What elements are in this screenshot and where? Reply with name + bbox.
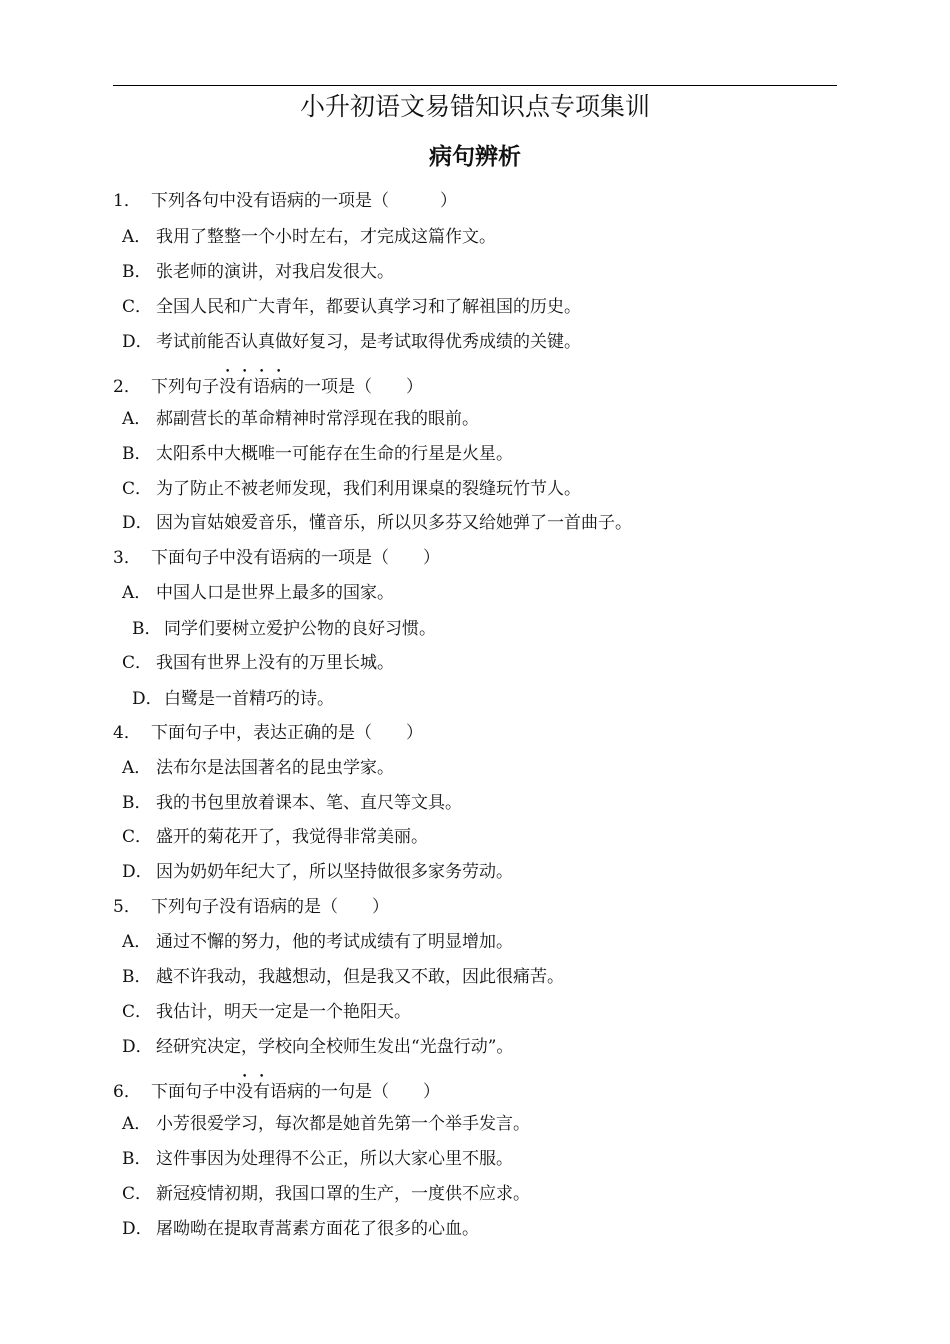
question-1-option-a	[122, 225, 496, 249]
question-2-option-d	[122, 511, 632, 535]
option-label: B．	[122, 262, 152, 282]
option-label: C．	[122, 297, 153, 317]
question-5-option-d	[122, 1035, 513, 1059]
question-3-option-a	[122, 581, 394, 605]
option-text: 盛开的菊花开了，我觉得非常美丽。	[156, 827, 428, 847]
option-label: D．	[122, 513, 153, 533]
option-text: 郝副营长的革命精神时常浮现在我的眼前。	[156, 409, 479, 429]
option-text: 越不许我动，我越想动，但是我又不敢，因此很痛苦。	[156, 967, 564, 987]
question-6-option-d	[122, 1217, 479, 1241]
option-text: 我的书包里放着课本、笔、直尺等文具。	[156, 793, 462, 813]
question-2-stem	[113, 367, 423, 399]
option-text: 我国有世界上没有的万里长城。	[156, 653, 394, 673]
header-rule	[113, 85, 837, 86]
option-label: A．	[122, 409, 152, 429]
question-4-stem	[113, 721, 423, 745]
option-label: D．	[122, 1219, 153, 1239]
option-label: A．	[122, 758, 152, 778]
option-text: 张老师的演讲，对我启发很大。	[156, 262, 394, 282]
option-label: A．	[122, 583, 152, 603]
question-6-option-b	[122, 1147, 513, 1171]
option-label: D．	[122, 332, 153, 352]
option-label: B．	[122, 444, 152, 464]
question-5-option-a	[122, 930, 513, 954]
option-text: 考试前能否认真做好复习，是考试取得优秀成绩的关键。	[156, 332, 581, 352]
question-1-option-c	[122, 295, 581, 319]
question-number: 3．	[113, 548, 141, 568]
question-3-option-c	[122, 651, 394, 675]
question-number: 2．	[113, 377, 141, 397]
emphasis-text: 没有语病	[219, 377, 287, 397]
option-text: 太阳系中大概唯一可能存在生命的行星是火星。	[156, 444, 513, 464]
question-1-stem	[113, 189, 457, 213]
question-4-option-d	[122, 860, 513, 884]
page-title: 小升初语文易错知识点专项集训	[299, 92, 650, 121]
option-label: A．	[122, 932, 152, 952]
question-5-stem	[113, 895, 389, 919]
question-1-option-d	[122, 330, 581, 354]
question-4-option-b	[122, 791, 462, 815]
question-5-option-b	[122, 965, 564, 989]
option-label: B．	[122, 793, 152, 813]
option-text: 法布尔是法国著名的昆虫学家。	[156, 758, 394, 778]
question-text: 下面句子中没有语病的一项是（ ）	[151, 548, 440, 568]
option-text: 白鹭是一首精巧的诗。	[164, 689, 334, 709]
question-text-pre: 下列句子	[151, 377, 219, 397]
question-6-stem	[113, 1072, 440, 1104]
question-3-stem	[113, 546, 440, 570]
question-text: 下列各句中没有语病的一项是（ ）	[151, 191, 457, 211]
question-text-post: 的一项是（ ）	[287, 377, 423, 397]
option-text: 屠呦呦在提取青蒿素方面花了很多的心血。	[156, 1219, 479, 1239]
question-2-option-a	[122, 407, 479, 431]
question-text-post: 语病的一句是（ ）	[270, 1082, 440, 1102]
question-number: 1．	[113, 191, 141, 211]
option-text: 通过不懈的努力，他的考试成绩有了明显增加。	[156, 932, 513, 952]
question-5-option-c	[122, 1000, 411, 1024]
option-label: B．	[122, 1149, 152, 1169]
question-number: 5．	[113, 897, 141, 917]
option-text: 小芳很爱学习，每次都是她首先第一个举手发言。	[156, 1114, 530, 1134]
question-3-option-d	[132, 687, 334, 711]
question-text: 下面句子中，表达正确的是（ ）	[151, 723, 423, 743]
option-label: C．	[122, 827, 153, 847]
option-label: B．	[122, 967, 152, 987]
option-label: C．	[122, 1002, 153, 1022]
option-text: 这件事因为处理得不公正，所以大家心里不服。	[156, 1149, 513, 1169]
option-text: 为了防止不被老师发现，我们利用课桌的裂缝玩竹节人。	[156, 479, 581, 499]
option-text: 因为奶奶年纪大了，所以坚持做很多家务劳动。	[156, 862, 513, 882]
question-2-option-b	[122, 442, 513, 466]
option-label: C．	[122, 479, 153, 499]
option-label: B．	[132, 619, 162, 639]
question-1-option-b	[122, 260, 394, 284]
option-label: C．	[122, 1184, 153, 1204]
option-text: 同学们要树立爱护公物的良好习惯。	[164, 619, 436, 639]
question-number: 6．	[113, 1082, 141, 1102]
option-label: C．	[122, 653, 153, 673]
option-text: 因为盲姑娘爱音乐，懂音乐，所以贝多芬又给她弹了一首曲子。	[156, 513, 632, 533]
option-label: D．	[132, 689, 163, 709]
option-label: D．	[122, 862, 153, 882]
question-text-pre: 下面句子中	[151, 1082, 236, 1102]
question-number: 4．	[113, 723, 141, 743]
option-text: 经研究决定，学校向全校师生发出“光盘行动”。	[156, 1037, 514, 1057]
option-label: A．	[122, 1114, 152, 1134]
emphasis-text: 没有	[236, 1082, 270, 1102]
option-label: D．	[122, 1037, 153, 1057]
question-2-option-c	[122, 477, 581, 501]
option-text: 全国人民和广大青年，都要认真学习和了解祖国的历史。	[156, 297, 581, 317]
option-label: A．	[122, 227, 152, 247]
question-3-option-b	[132, 617, 436, 641]
option-text: 我用了整整一个小时左右，才完成这篇作文。	[156, 227, 496, 247]
question-6-option-c	[122, 1182, 530, 1206]
question-text: 下列句子没有语病的是（ ）	[151, 897, 389, 917]
question-4-option-c	[122, 825, 428, 849]
option-text: 新冠疫情初期，我国口罩的生产，一度供不应求。	[156, 1184, 530, 1204]
section-title: 病句辨析	[429, 144, 521, 170]
option-text: 我估计，明天一定是一个艳阳天。	[156, 1002, 411, 1022]
option-text: 中国人口是世界上最多的国家。	[156, 583, 394, 603]
question-4-option-a	[122, 756, 394, 780]
question-6-option-a	[122, 1112, 530, 1136]
